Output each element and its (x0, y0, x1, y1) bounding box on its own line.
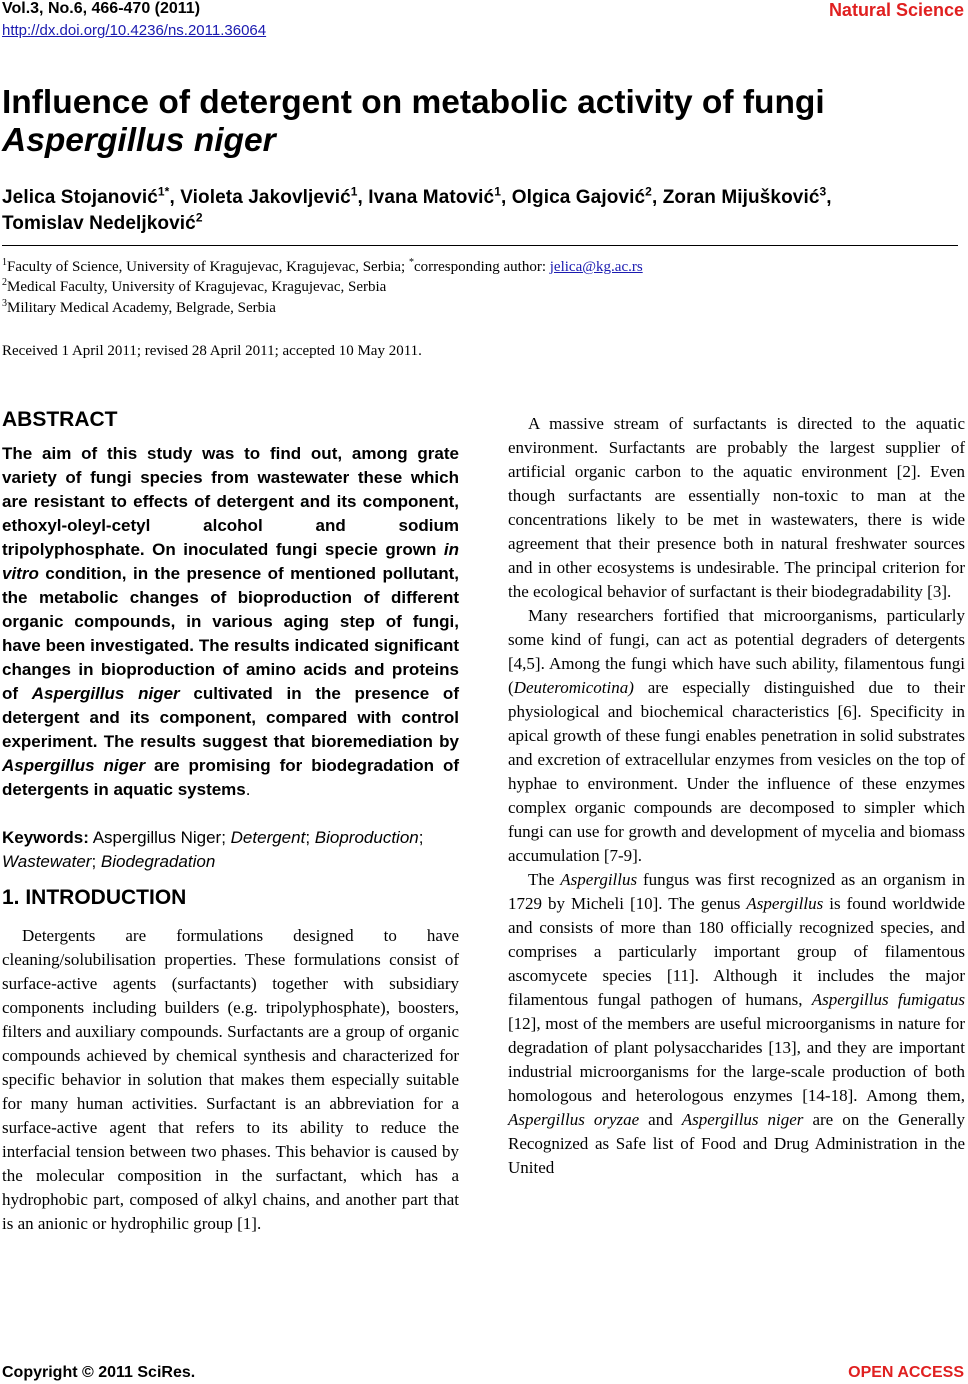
keyword-separator: ; (418, 828, 424, 847)
affiliation-text: Military Medical Academy, Belgrade, Serbia (7, 300, 276, 316)
paragraph-text-part: and (639, 1110, 682, 1129)
author-affiliation-mark: 3 (819, 184, 827, 199)
paragraph-text-part: are especially distinguished due to their physiological and biochemical characteristics [6]. Specificity in apical growth of these fungi enables penetration in solid substrates and excretion of extracellular enzymes from vesicles on the top of hyphae to environment. Under the influence of these enzymes complex organic compounds are decomposed to simpler which fungi can use for growth and development of mycelia and biomass accumulation [7-9]. (508, 678, 965, 865)
keyword: Aspergillus Niger; (88, 828, 231, 847)
copyright-notice: Copyright © 2011 SciRes. (2, 1364, 196, 1381)
paragraph-text-part: are on the Generally Recognized as Safe list of Food and Drug Administration in the United (508, 1110, 966, 1177)
keyword: Biodegradation (100, 852, 216, 871)
paragraph-text-part: fungus was first recognized as an organism in 1729 by Micheli [10]. The genus (508, 870, 966, 913)
right-column (508, 412, 965, 1180)
abstract-heading: ABSTRACT (2, 408, 118, 431)
affiliation-1 (2, 257, 643, 277)
author-affiliation-mark: 1 (350, 184, 358, 199)
journal-volume: Vol.3, No.6, 466-470 (2011) (2, 0, 201, 17)
title-line-1: Influence of detergent on metabolic activity of fungi (2, 84, 825, 121)
author-affiliation-mark: 2 (195, 210, 203, 225)
keyword: Detergent (230, 828, 306, 847)
keyword: Wastewater (2, 852, 92, 871)
open-access-label: OPEN ACCESS (848, 1364, 964, 1381)
affiliation-text: Faculty of Science, University of Kragujevac, Kragujevac, Serbia; (7, 259, 409, 275)
abstract-body (2, 442, 459, 802)
affiliation-2 (2, 277, 386, 297)
corresponding-label: corresponding author: (413, 259, 550, 275)
journal-name: Natural Science (828, 0, 964, 20)
abstract-text-part: condition, in the presence of mentioned pollutant, the metabolic changes of bioproduction of different organic compounds, in various aging step of fungi, have been investigated. The results indicated significant changes in bioproduction of amino acids and proteins of (2, 564, 459, 703)
author-name: Zoran Mijušković (662, 187, 820, 208)
header-divider (2, 245, 958, 246)
affiliation-mark: 3 (2, 298, 7, 309)
paragraph-italic: Aspergillus niger (681, 1110, 804, 1129)
author-affiliation-mark: 2 (645, 184, 652, 199)
received-dates: Received 1 April 2011; revised 28 April 2011; accepted 10 May 2011. (2, 343, 422, 359)
paragraph-italic: Aspergillus (560, 870, 638, 889)
keyword-separator: ; (305, 828, 315, 847)
keywords (2, 826, 459, 874)
intro-paragraph-1: Detergents are formulations designed to have cleaning/solubilisation properties. These formulations consist of surface-active agents (surfactants) together with subsidiary components including builders (e.g. tripolyphosphate), boosters, filters and auxiliary compounds. Surfactants are a group of organic compounds achieved by chemical synthesis and characterized for specific behavior in solution that makes them especially suitable for many human activities. Surfactant is an abbreviation for a surface-active agent that refers to its ability to reduce the interfacial tension between two phases. This behavior is caused by the molecular composition in the surfactant, which has a hydrophobic part, composed of alkyl chains, and another part that is an anionic or hydrophilic group [1]. (2, 926, 459, 1233)
keyword-separator: ; (91, 852, 101, 871)
keyword: Bioproduction (314, 828, 419, 847)
author-affiliation-mark: 1 (494, 184, 501, 199)
paragraph-text-part: is found worldwide and consists of more than 180 officially recognized species, and comprises a particularly important group of filamentous ascomycete species [11]. Although it includes the major filamentous fungal pathogen of humans, (508, 894, 965, 1009)
paragraph-italic: Aspergillus fumigatus (811, 990, 965, 1009)
author-name: Ivana Matović (368, 187, 495, 208)
title-line-2: Aspergillus niger (2, 122, 276, 159)
affiliation-mark: 2 (2, 277, 7, 288)
author-name: Tomislav Nedeljković (2, 213, 196, 234)
abstract-text-part: cultivated in the presence of detergent and its component, compared with control experiment. The results suggest that bioremediation by (2, 684, 459, 751)
abstract-text-part: . (245, 780, 251, 799)
abstract-italic: Aspergillus niger (31, 684, 180, 703)
abstract-text-part: The aim of this study was to find out, among grate variety of fungi species from wastewater these which are resistant to effects of detergent and its component, ethoxyl-oleyl-cetyl alcohol and sodium tripolyphosphate. On inoculated fungi specie grown (2, 444, 459, 559)
abstract-italic: in vitro (2, 540, 459, 583)
paragraph-text-part: The (528, 870, 561, 889)
affiliation-mark: 1 (2, 257, 7, 268)
paper-title (2, 84, 952, 160)
affiliation-3 (2, 298, 276, 318)
abstract-text-part: are promising for biodegradation of detergents in aquatic systems (2, 756, 459, 799)
author-affiliation-mark: 1* (157, 184, 170, 199)
author-list: Jelica Stojanović$^{1*}$, Violeta Jakovljević$^1$, Ivana Matović$^1$, Olgica Gajović$^2$, Zoran Mijušković$^3$, Tomislav Nedeljković$^2$ (2, 184, 832, 234)
paragraph-text-part: [12], most of the members are useful microorganisms in nature for degradation of plant polysaccharides [13], and they are important industrial microorganisms for the large-scale production of both homologous and heterologous enzymes [14-18]. Among them, (508, 1014, 965, 1105)
corresponding-mark: * (408, 257, 414, 268)
keywords-label: Keywords: (2, 828, 89, 847)
author-name: Jelica Stojanović (2, 187, 158, 208)
author-name: Violeta Jakovljević (180, 187, 351, 208)
paragraph-italic: Deuteromicotina) (513, 678, 634, 697)
introduction-heading: 1. INTRODUCTION (2, 886, 187, 909)
author-name: Olgica Gajović (511, 187, 646, 208)
abstract-italic: Aspergillus niger (2, 756, 146, 775)
intro-paragraph-2: A massive stream of surfactants is directed to the aquatic environment. Surfactants are probably the largest supplier of artificial organic carbon to the aquatic environment [2]. Even though surfactants are essentially non-toxic to man at the concentrations likely to be met in wastewaters, there is wide agreement that their presence both in natural freshwater sources and in other ecosystems is undesirable. The principal criterion for the ecological behavior of surfactant is their biodegradability [3]. (508, 414, 965, 601)
intro-paragraph-4 (508, 868, 965, 1180)
left-column (2, 406, 459, 1236)
doi-link[interactable]: http://dx.doi.org/10.4236/ns.2011.36064 (2, 22, 267, 39)
paragraph-text-part: Many researchers fortified that microorganisms, particularly some kind of fungi, can act as potential degraders of detergents [4,5]. Among the fungi which have such ability, filamentous fungi ( (508, 606, 965, 697)
corresponding-email-link[interactable]: jelica@kg.ac.rs (549, 259, 643, 275)
intro-paragraph-3 (508, 604, 965, 868)
affiliation-text: Medical Faculty, University of Kragujevac, Kragujevac, Serbia (7, 279, 387, 295)
paragraph-italic: Aspergillus oryzae (508, 1110, 640, 1129)
paragraph-italic: Aspergillus (746, 894, 824, 913)
